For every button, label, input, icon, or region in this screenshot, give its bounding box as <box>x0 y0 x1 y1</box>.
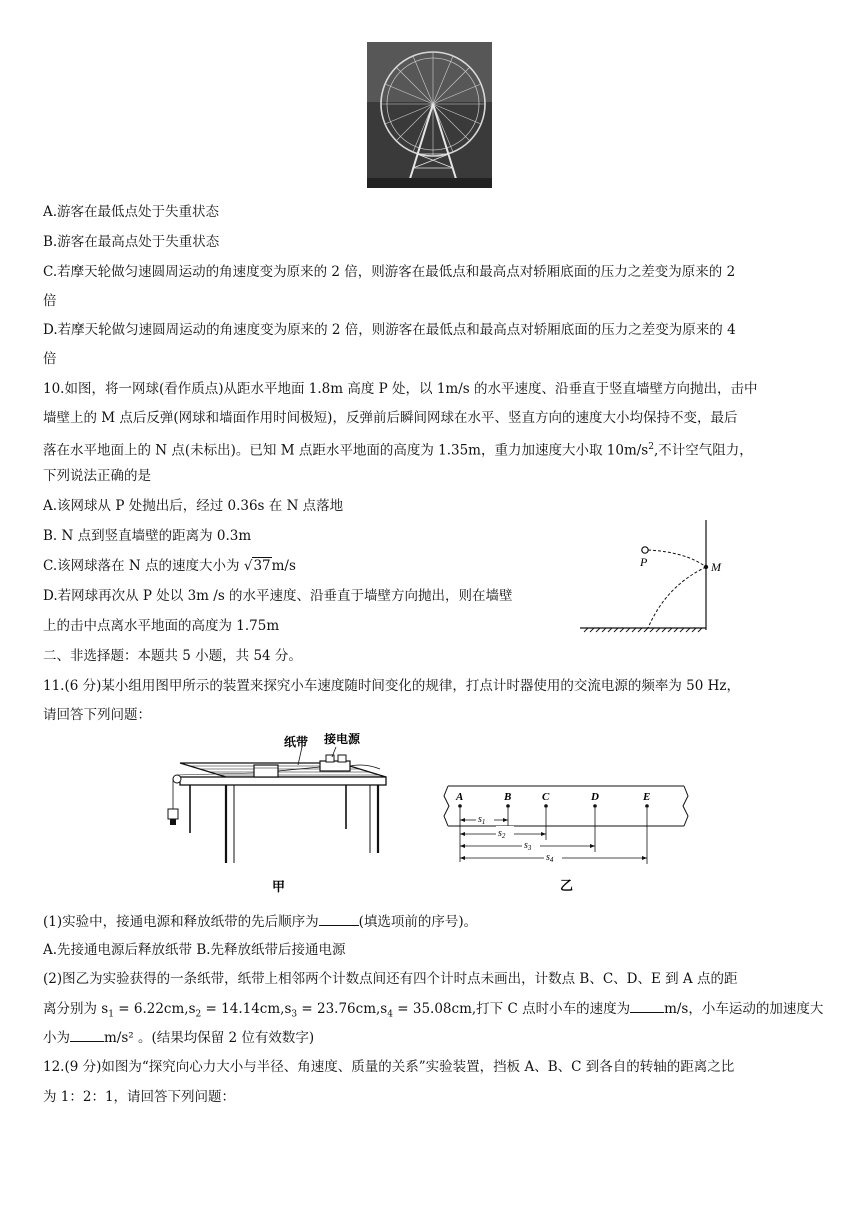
q11-part-2-line-1: (2)图乙为实验获得的一条纸带，纸带上相邻两个计数点间还有四个计时点未画出，计数点 B、C、D、E 到 A 点的距 <box>43 971 738 987</box>
q11-part-1-post: (填选项前的序号)。 <box>358 914 478 930</box>
q10-option-a: A.该网球从 P 处抛出后，经过 0.36s 在 N 点落地 <box>43 498 344 514</box>
q11-figure-b <box>440 782 690 894</box>
point-p-marker <box>642 547 648 553</box>
q11-part-2-line-2: 离分别为 $s_1 = 6.22cm,s_2 = 14.14cm,s_3 = 23.76cm,s_4 = 35.08cm$,打下 C 点时小车的速度为 m/s，小车运动的加速度大 <box>43 1001 824 1020</box>
q10-stem-line-4: 下列说法正确的是 <box>43 468 151 484</box>
q10-stem-3a: 落在水平地面上的 N 点(未标出)。已知 M 点距水平地面的高度为 1.35m，重力加速度大小取 10m/s <box>43 442 649 459</box>
q11-figure-a <box>160 733 392 898</box>
q10-stem-3-sup: 2 <box>648 442 654 452</box>
q11-stem-line-1: 11.(6 分)某小组用图甲所示的装置来探究小车速度随时间变化的规律，打点计时器使用的交流电源的频率为 50 Hz， <box>43 678 741 694</box>
tape-point-b <box>506 804 510 808</box>
q9-option-a: A.游客在最低点处于失重状态 <box>43 204 220 220</box>
tape-point-c <box>544 804 548 808</box>
tape-seg-1-label: $s_1$ <box>478 814 486 826</box>
label-m: M <box>711 560 721 574</box>
q9-option-b: B.游客在最高点处于失重状态 <box>43 234 220 250</box>
q11-part-1 <box>43 912 477 931</box>
q10-option-c-post: m/s <box>271 558 296 574</box>
q12-stem-line-1: 12.(9 分)如图为“探究向心力大小与半径、角速度、质量的关系”实验装置，挡板 A、B、C 到各自的转轴的距离之比 <box>43 1059 735 1075</box>
q11-part-1-options: A.先接通电源后释放纸带 B.先释放纸带后接通电源 <box>43 942 346 958</box>
q10-option-d-line-2: 上的击中点离水平地面的高度为 1.75m <box>43 618 280 634</box>
caption-figure-b: 乙 <box>560 879 574 894</box>
tape-point-a <box>458 804 462 808</box>
q10-stem-line-2: 墙壁上的 M 点后反弹(网球和墙面作用时间极短)，反弹前后瞬间网球在水平、竖直方向的速度大小均保持不变，最后 <box>43 410 738 426</box>
label-paper-tape: 纸带 <box>284 735 309 749</box>
label-p: P <box>640 555 648 569</box>
tape-point-label-c: C <box>542 791 550 803</box>
q9-option-d: D.若摩天轮做匀速圆周运动的角速度变为原来的 2 倍，则游客在最低点和最高点对轿厢底面的压力之差变为原来的 4 <box>43 322 736 338</box>
q9-option-d-end: 倍 <box>43 351 57 367</box>
section-two-heading: 二、非选择题：本题共 5 小题，共 54 分。 <box>43 648 302 664</box>
q11-stem-line-2: 请回答下列问题： <box>43 707 151 723</box>
q10-stem-3b: ,不计空气阻力， <box>653 442 753 459</box>
q10-option-d-line-1: D.若网球再次从 P 处以 3m /s 的水平速度、沿垂直于墙壁方向抛出，则在墙壁 <box>43 588 513 604</box>
q10-wall-figure <box>576 516 726 636</box>
q12-stem-line-2: 为 1：2：1，请回答下列问题： <box>43 1089 236 1105</box>
q10-stem-line-3 <box>43 438 753 460</box>
label-connect-power: 接电源 <box>324 733 361 746</box>
q11-part-1-pre: (1)实验中，接通电源和释放纸带的先后顺序为 <box>43 914 319 930</box>
q11-acceleration-blank[interactable] <box>70 1028 104 1042</box>
q10-option-c-radicand: 37 <box>253 558 271 574</box>
tape-seg-3-label: $s_3$ <box>524 840 532 852</box>
tape-point-label-e: E <box>643 791 651 803</box>
tape-point-label-d: D <box>591 791 599 803</box>
q10-option-b: B. N 点到竖直墙壁的距离为 0.3m <box>43 528 252 544</box>
q10-stem-line-1: 10.如图，将一网球(看作质点)从距水平地面 1.8m 高度 P 处，以 1m/s 的水平速度、沿垂直于竖直墙壁方向抛出，击中 <box>43 381 758 397</box>
tape-seg-4-label: $s_4$ <box>546 852 554 864</box>
tape-seg-2-label: $s_2$ <box>498 828 506 840</box>
q9-option-c: C.若摩天轮做匀速圆周运动的角速度变为原来的 2 倍，则游客在最低点和最高点对轿厢底面的压力之差变为原来的 2 <box>43 264 736 280</box>
q11-part-1-blank[interactable] <box>319 912 359 926</box>
tape-point-label-a: A <box>456 791 464 803</box>
q9-option-c-end: 倍 <box>43 293 57 309</box>
tape-point-label-b: B <box>504 791 512 803</box>
q11-part-2-line-3: 小为 m/s² 。(结果均保留 2 位有效数字) <box>43 1030 315 1046</box>
ferris-wheel-photo <box>367 42 492 188</box>
q10-option-c <box>43 557 296 575</box>
tape-point-e <box>645 804 649 808</box>
q10-option-c-pre: C.该网球落在 N 点的速度大小为 √ <box>43 558 253 574</box>
caption-figure-a: 甲 <box>272 880 286 895</box>
tape-point-d <box>593 804 597 808</box>
q11-velocity-blank[interactable] <box>630 999 664 1013</box>
